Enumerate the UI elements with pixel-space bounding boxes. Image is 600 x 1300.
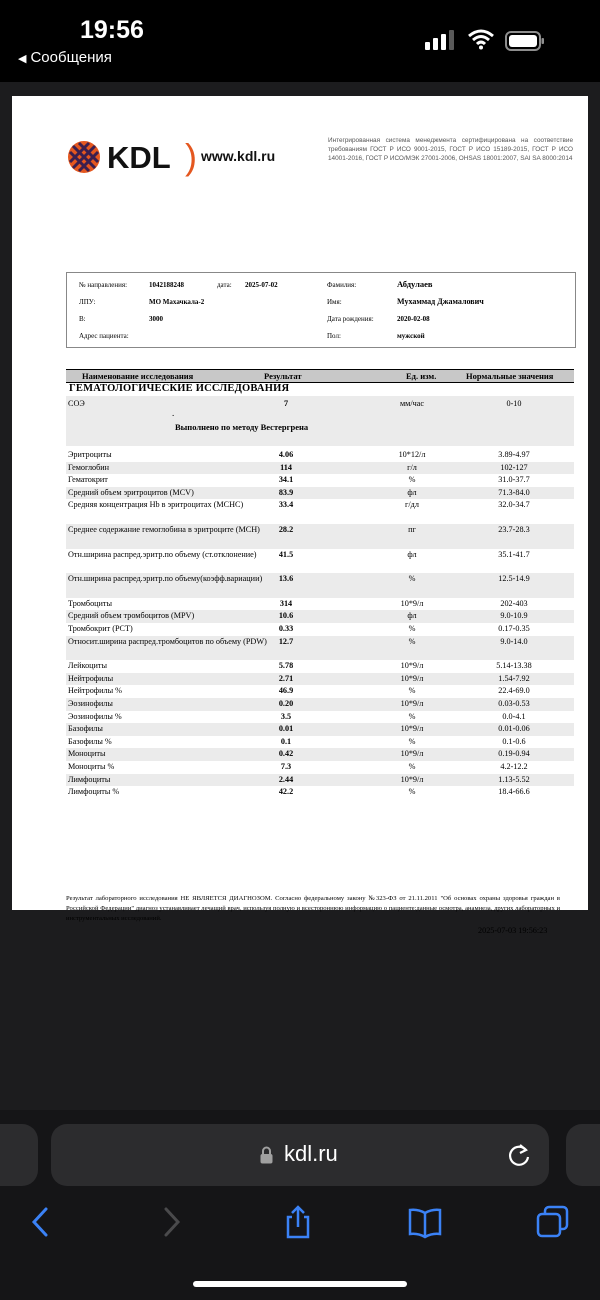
test-value: 0.01: [278, 724, 294, 734]
test-value: 41.5: [278, 549, 294, 559]
test-unit: фл: [407, 487, 417, 497]
test-unit: 10*9/л: [400, 699, 424, 708]
test-norm: 31.0-37.7: [498, 475, 530, 485]
test-norm: 1.54-7.92: [498, 673, 530, 683]
esr-unit: мм/час: [399, 399, 425, 408]
test-value: 0.42: [278, 749, 294, 759]
dob-label: Дата рождения:: [327, 315, 374, 323]
test-name: Моноциты: [68, 749, 106, 759]
test-value: 314: [279, 598, 293, 608]
test-name: Эритроциты: [68, 450, 112, 459]
test-norm: 9.0-10.9: [500, 611, 528, 621]
test-name: Средний объем эритроцитов (MCV): [68, 487, 194, 497]
test-value: 34.1: [278, 475, 294, 485]
test-unit: г/дл: [405, 500, 419, 510]
date-value: 2025-07-02: [245, 281, 278, 289]
test-name: Средний объем тромбоцитов (MPV): [68, 611, 195, 621]
wifi-icon: [468, 28, 494, 50]
test-unit: 10*9/л: [400, 724, 424, 734]
lab-report-page: [12, 96, 588, 935]
share-icon[interactable]: [281, 1205, 315, 1239]
test-norm: 0.03-0.53: [498, 699, 530, 708]
col-header-unit: Ед. изм.: [406, 371, 437, 381]
report-timestamp: 2025-07-03 19:56:23: [478, 926, 548, 935]
sex-value: мужской: [397, 332, 425, 340]
test-unit: фл: [407, 549, 417, 559]
test-value: 10.6: [278, 611, 294, 621]
test-norm: 23.7-28.3: [498, 525, 530, 534]
referral-value: 1042188248: [149, 281, 184, 289]
test-value: 0.1: [280, 736, 292, 746]
patient-info-box: [66, 272, 576, 348]
test-unit: %: [408, 624, 416, 633]
test-unit: %: [408, 736, 416, 746]
footer-disclaimer: Результат лабораторного исследования НЕ ЯВЛЯЕТСЯ ДИАГНОЗОМ. Согласно федеральному закону №323-ФЗ от 21.11.2011 "Об основах охраны здоровья граждан в Российской Федерации" диагноз устанавливает лечащий врач, используя полную и всестороннюю информацию о пациенте:данные осмотра, анамнеза, других лабораторных и инструментальных исследований.: [66, 895, 560, 922]
kdl-logo: [67, 136, 297, 176]
test-unit: %: [408, 475, 416, 485]
test-unit: %: [408, 711, 416, 721]
esr-method: Выполнено по методу Вестергрена: [175, 422, 309, 432]
test-value: 2.71: [278, 673, 294, 683]
test-name: Нейтрофилы %: [68, 686, 122, 696]
test-name: Среднее содержание гемоглобина в эритроците (MCH): [68, 525, 260, 534]
v-label: В:: [79, 315, 86, 323]
referral-label: № направления:: [79, 281, 128, 289]
dob-value: 2020-02-08: [397, 315, 430, 323]
test-unit: %: [408, 762, 416, 771]
address-label: Адрес пациента:: [79, 332, 129, 340]
test-name: Нейтрофилы: [68, 673, 114, 683]
col-header-result: Результат: [264, 371, 302, 381]
test-unit: 10*9/л: [400, 774, 424, 784]
test-name: Тромбокрит (PCT): [68, 624, 133, 633]
surname-value: Абдулаев: [397, 279, 433, 289]
reload-icon[interactable]: [506, 1141, 532, 1169]
name-label: Имя:: [327, 298, 342, 306]
col-header-name: Наименование исследования: [82, 371, 194, 381]
test-name: Средняя концентрация Hb в эритроцитах (MCHC): [68, 500, 244, 510]
bookmarks-icon[interactable]: [408, 1205, 442, 1239]
test-unit: %: [408, 686, 416, 696]
test-unit: г/л: [407, 462, 417, 472]
section-title: ГЕМАТОЛОГИЧЕСКИЕ ИССЛЕДОВАНИЯ: [69, 383, 290, 394]
test-value: 7.3: [280, 762, 292, 771]
test-value: 114: [280, 462, 292, 472]
test-norm: 202-403: [500, 598, 528, 608]
test-value: 33.4: [278, 500, 294, 510]
back-to-messages[interactable]: [18, 49, 112, 66]
results-table-header: [66, 369, 574, 383]
test-unit: %: [408, 636, 416, 646]
test-name: Гемоглобин: [68, 462, 110, 472]
test-value: 12.7: [278, 636, 294, 646]
test-value: 2.44: [278, 774, 294, 784]
url-text[interactable]: kdl.ru: [284, 1141, 338, 1166]
test-norm: 0.17-0.35: [498, 624, 530, 633]
test-name: Базофилы %: [68, 736, 112, 746]
back-label: Сообщения: [30, 49, 112, 66]
previous-tab-preview[interactable]: [0, 1124, 38, 1186]
battery-icon: [505, 30, 545, 52]
test-norm: 32.0-34.7: [498, 500, 530, 510]
surname-label: Фамилия:: [327, 281, 357, 289]
logo-text: KDL: [107, 140, 171, 175]
test-norm: 0.0-4.1: [502, 711, 526, 721]
esr-value: 7: [283, 399, 289, 408]
test-unit: 10*9/л: [400, 673, 424, 683]
test-name: Базофилы: [68, 724, 103, 734]
test-value: 4.06: [278, 450, 294, 459]
col-header-norm: Нормальные значения: [466, 371, 554, 381]
test-norm: 5.14-13.38: [496, 661, 532, 671]
sex-label: Пол:: [327, 332, 341, 340]
lpu-label: ЛПУ:: [79, 298, 96, 306]
status-time: 19:56: [80, 16, 144, 44]
next-tab-preview[interactable]: [566, 1124, 600, 1186]
test-name: Лейкоциты: [68, 661, 108, 671]
test-name: Тромбоциты: [68, 598, 113, 608]
test-norm: 0.01-0.06: [498, 724, 530, 734]
test-name: Лимфоциты %: [68, 787, 120, 797]
kdl-logo-mark-icon: [67, 140, 101, 174]
test-unit: %: [408, 787, 416, 797]
lpu-value: МО Махачкала-2: [149, 298, 205, 306]
test-norm: 71.3-84.0: [498, 487, 530, 497]
test-value: 42.2: [278, 787, 294, 797]
logo-url: www.kdl.ru: [201, 148, 276, 164]
back-arrow-icon: ◀: [18, 53, 27, 65]
test-name: Эозинофилы %: [68, 711, 122, 721]
test-name: Лимфоциты: [68, 774, 111, 784]
v-value: 3000: [149, 315, 163, 323]
tabs-icon[interactable]: [536, 1205, 570, 1239]
test-norm: 18.4-66.6: [498, 787, 530, 797]
test-name: Эозинофилы: [68, 699, 113, 708]
forward-icon[interactable]: [154, 1205, 188, 1239]
test-norm: 22.4-69.0: [498, 686, 530, 696]
test-value: 83.9: [278, 487, 294, 497]
back-icon[interactable]: [24, 1205, 58, 1239]
test-name: Моноциты %: [68, 762, 115, 771]
test-value: 3.5: [280, 711, 292, 721]
home-indicator[interactable]: [193, 1281, 407, 1287]
test-norm: 4.2-12.2: [500, 762, 528, 771]
test-value: 46.9: [278, 686, 294, 696]
test-norm: 12.5-14.9: [498, 574, 530, 584]
test-norm: 3.89-4.97: [498, 450, 530, 459]
test-norm: 102-127: [500, 462, 528, 472]
test-value: 5.78: [278, 661, 294, 671]
test-value: 0.20: [278, 699, 294, 708]
test-norm: 35.1-41.7: [498, 549, 530, 559]
test-name: Отн.ширина распред.эритр.по объему(коэфф.вариации): [68, 574, 263, 584]
test-unit: пг: [408, 525, 416, 534]
cellular-signal-icon: [425, 30, 455, 50]
test-value: 28.2: [278, 525, 294, 534]
test-name: Гематокрит: [68, 475, 108, 485]
esr-name: СОЭ: [68, 399, 85, 408]
test-unit: 10*9/л: [400, 749, 424, 759]
esr-norm: 0-10: [506, 399, 522, 408]
name-value: Мухаммад Джамалович: [397, 297, 484, 306]
test-value: 13.6: [278, 574, 294, 584]
certification-text: Интегрированная система менеджмента сертифицирована на соответствие требованиям ГОСТ Р ИСО 9001-2015, ГОСТ Р ИСО 15189-2015, ГОСТ Р ИСО 14001-2016, ГОСТ Р ИСО/МЭК 27001-2006, OHSAS 18001:2007, SAI SA 8000:2014: [328, 137, 573, 162]
test-norm: 0.1-0.6: [502, 736, 526, 746]
esr-dot: .: [172, 408, 175, 418]
test-unit: 10*9/л: [400, 598, 424, 608]
status-bar: [0, 0, 600, 82]
test-name: Отн.ширина распред.эритр.по объему (ст.отклонение): [68, 549, 257, 559]
test-unit: фл: [407, 611, 417, 621]
logo-bracket: ): [185, 136, 197, 177]
test-value: 0.33: [278, 624, 294, 633]
test-unit: 10*12/л: [398, 450, 426, 459]
lock-icon: [260, 1146, 273, 1164]
test-name: Относит.ширина распред.тромбоцитов по объему (PDW): [68, 636, 267, 646]
test-norm: 0.19-0.94: [498, 749, 530, 759]
date-label: дата:: [217, 281, 232, 289]
test-norm: 9.0-14.0: [500, 636, 528, 646]
test-unit: %: [408, 574, 416, 584]
test-unit: 10*9/л: [400, 661, 424, 671]
test-norm: 1.13-5.52: [498, 774, 530, 784]
